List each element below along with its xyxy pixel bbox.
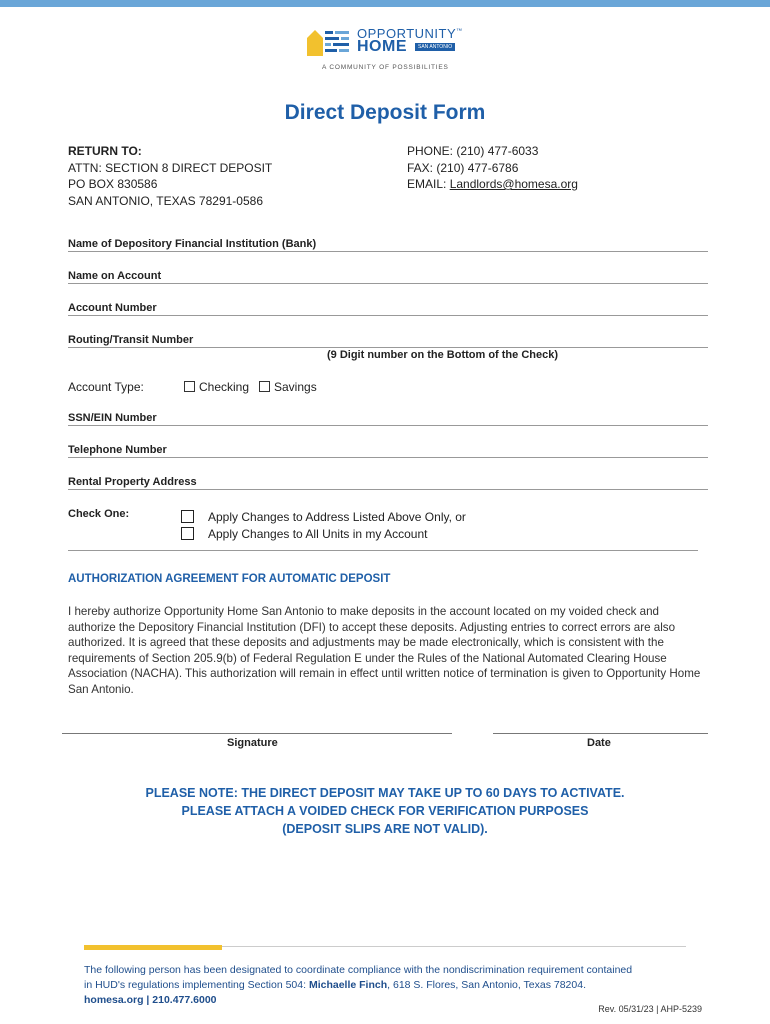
checking-label: Checking (199, 380, 250, 394)
account-type-label: Account Type: (68, 380, 144, 394)
bank-name-label: Name of Depository Financial Institution (Bank) (68, 238, 317, 250)
revision-text: Rev. 05/31/23 | AHP-5239 (598, 1004, 702, 1014)
top-accent-bar (0, 0, 770, 7)
logo-word-opportunity: OPPORTUNITY™ (357, 26, 463, 41)
account-name-field[interactable] (68, 269, 708, 284)
option-address-only-label: Apply Changes to Address Listed Above Only, or (208, 510, 466, 524)
date-line[interactable] (493, 733, 708, 734)
contact-info (407, 143, 578, 193)
footer-line-1: The following person has been designated to coordinate compliance with the nondiscrimination requirement contained (84, 964, 633, 976)
check-one-divider (68, 550, 698, 551)
authorization-heading: AUTHORIZATION AGREEMENT FOR AUTOMATIC DEPOSIT (68, 573, 391, 585)
date-label: Date (587, 737, 611, 749)
option-address-only-checkbox[interactable] (181, 510, 194, 523)
email-link[interactable]: Landlords@homesa.org (449, 177, 578, 191)
form-title: Direct Deposit Form (284, 101, 486, 124)
ssn-label: SSN/EIN Number (68, 412, 157, 424)
signature-label: Signature (227, 737, 278, 749)
logo-badge: SAN ANTONIO (415, 43, 455, 51)
account-name-label: Name on Account (68, 270, 162, 282)
savings-option[interactable] (259, 380, 317, 394)
bank-name-field[interactable] (68, 237, 708, 252)
return-line-2: PO BOX 830586 (68, 177, 158, 191)
return-line-1: ATTN: SECTION 8 DIRECT DEPOSIT (68, 160, 273, 175)
telephone-label: Telephone Number (68, 444, 167, 456)
notice-line-2: PLEASE ATTACH A VOIDED CHECK FOR VERIFICATION PURPOSES (181, 804, 589, 818)
routing-number-field[interactable] (68, 333, 708, 348)
house-logo-icon (307, 28, 357, 56)
property-address-field[interactable] (68, 475, 708, 490)
routing-number-label: Routing/Transit Number (68, 334, 194, 346)
footer-line-3: homesa.org | 210.477.6000 (84, 994, 217, 1006)
checking-checkbox[interactable] (184, 381, 195, 392)
option-all-units-label: Apply Changes to All Units in my Account (208, 527, 428, 541)
routing-note: (9 Digit number on the Bottom of the Check) (327, 349, 558, 361)
account-number-label: Account Number (68, 302, 157, 314)
notice-block (0, 784, 770, 838)
savings-label: Savings (274, 380, 317, 394)
ssn-field[interactable] (68, 411, 708, 426)
fax-text: FAX: (210) 477-6786 (407, 160, 519, 175)
footer-text (84, 963, 704, 1008)
footer-accent (84, 945, 222, 950)
return-line-3: SAN ANTONIO, TEXAS 78291-0586 (68, 193, 263, 208)
checking-option[interactable] (184, 380, 249, 394)
email-text: EMAIL: Landlords@homesa.org (407, 177, 578, 191)
account-number-field[interactable] (68, 301, 708, 316)
telephone-field[interactable] (68, 443, 708, 458)
savings-checkbox[interactable] (259, 381, 270, 392)
logo-tagline: A COMMUNITY OF POSSIBILITIES (322, 64, 449, 71)
authorization-body: I hereby authorize Opportunity Home San Antonio to make deposits in the account located on my voided check and authorize the Depository Financial Institution (DFI) to accept these deposits. Adjusting entries to correct errors are also authorized. It is agreed that these deposits and adjustments may be made electronically, which is consistent with the requirements of Section 205.9(b) of Federal Regulation E under the Rules of the National Automated Clearing House Association (NACHA). This authorization will remain in effect until written notice of termination is given to Opportunity Home San Antonio. (68, 605, 701, 696)
check-one-label: Check One: (68, 508, 130, 520)
logo-word-home: HOME (357, 38, 407, 55)
footer-line-2: in HUD's regulations implementing Section 504: Michaelle Finch, 618 S. Flores, San Antonio, Texas 78204. (84, 979, 586, 991)
phone-text: PHONE: (210) 477-6033 (407, 144, 539, 158)
return-address (68, 143, 272, 209)
signature-line[interactable] (62, 733, 452, 734)
property-address-label: Rental Property Address (68, 476, 197, 488)
return-to-label: RETURN TO: (68, 144, 142, 158)
notice-line-3: (DEPOSIT SLIPS ARE NOT VALID). (282, 822, 488, 836)
logo (307, 26, 467, 74)
notice-line-1: PLEASE NOTE: THE DIRECT DEPOSIT MAY TAKE UP TO 60 DAYS TO ACTIVATE. (145, 786, 625, 800)
coordinator-name: Michaelle Finch (308, 979, 388, 991)
option-all-units-checkbox[interactable] (181, 527, 194, 540)
